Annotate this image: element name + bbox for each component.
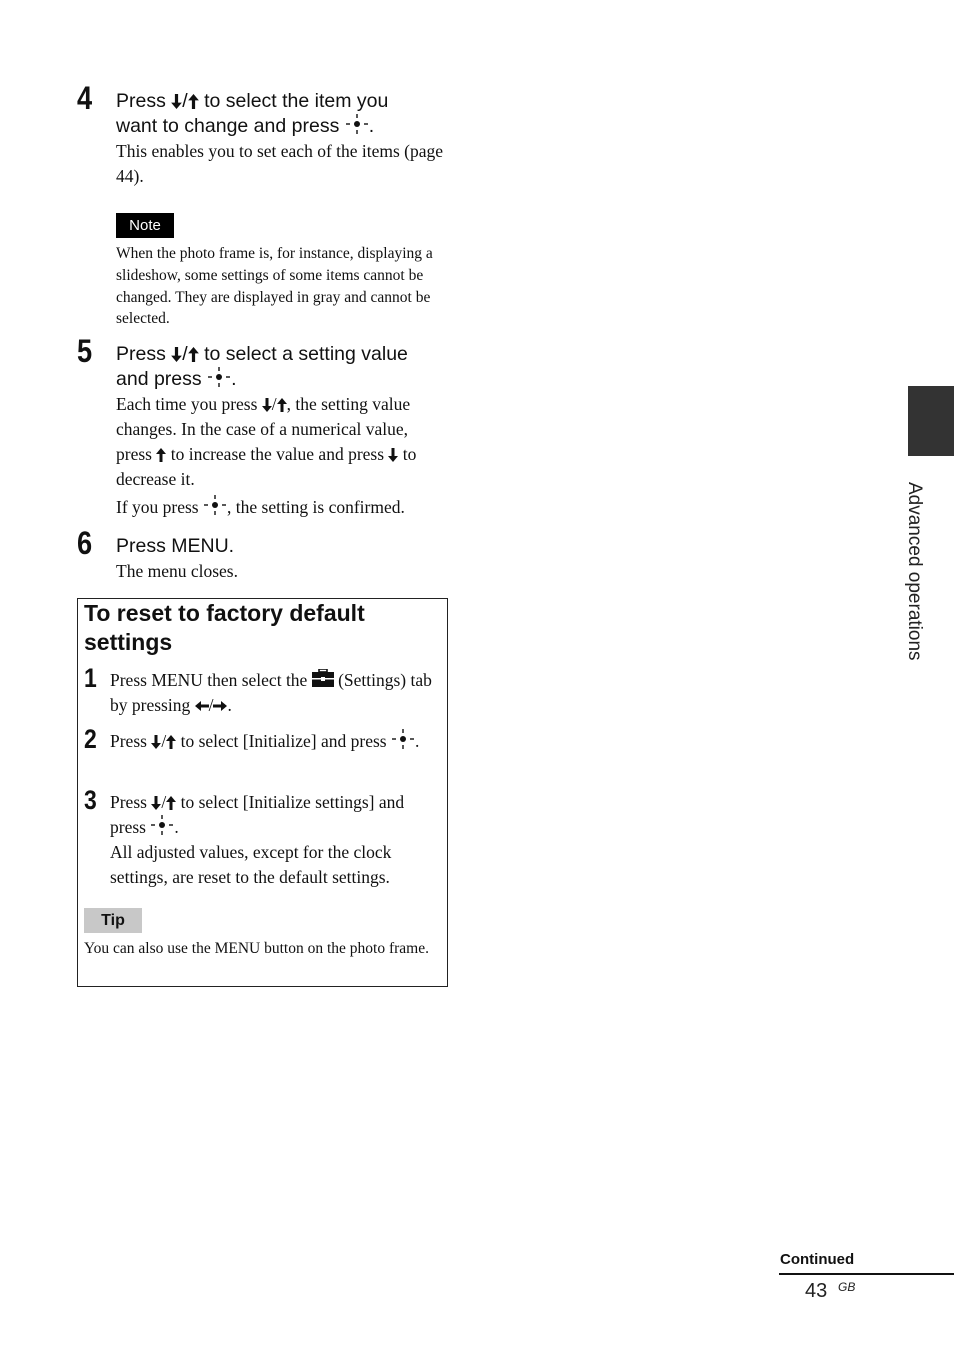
arrow-right-icon	[213, 701, 227, 711]
reset-step-2-text: Press / to select [Initialize] and press .	[110, 731, 420, 751]
arrow-up-icon	[277, 398, 287, 412]
side-tab-marker	[908, 386, 954, 456]
note-label: Note	[116, 213, 174, 238]
arrow-up-icon	[156, 448, 166, 462]
note-text: When the photo frame is, for instance, displaying a slideshow, some settings of some items cannot be changed. They are displayed in gray and cannot be selected.	[116, 245, 433, 328]
reset-step-2-number: 2	[84, 724, 97, 754]
reset-step-3-number: 3	[84, 785, 97, 815]
enter-button-icon	[207, 367, 231, 387]
page-suffix: GB	[838, 1280, 856, 1294]
tip-label: Tip	[84, 908, 142, 933]
arrow-down-icon	[171, 347, 182, 362]
enter-button-icon	[345, 114, 369, 134]
arrow-left-icon	[195, 701, 209, 711]
step-4-body: This enables you to set each of the items (page 44).	[116, 141, 444, 186]
step-6-heading: Press MENU.	[116, 535, 235, 557]
step-5	[116, 342, 446, 520]
step-6-number: 6	[77, 525, 93, 561]
arrow-up-icon	[188, 347, 199, 362]
arrow-up-icon	[166, 735, 176, 749]
reset-step-1-number: 1	[84, 663, 97, 693]
footer-rule	[779, 1273, 954, 1275]
enter-button-icon	[150, 815, 174, 835]
step-6	[116, 534, 446, 584]
enter-button-icon	[391, 729, 415, 749]
reset-title: To reset to factory default settings	[84, 600, 365, 655]
arrow-down-icon	[388, 448, 398, 462]
reset-section	[77, 598, 448, 987]
reset-step-3-body: All adjusted values, except for the clock settings, are reset to the default settings.	[110, 842, 392, 887]
reset-step-1-text: Press MENU then select the (Settings) tab by pressing / .	[110, 670, 432, 715]
enter-button-icon	[203, 495, 227, 515]
arrow-down-icon	[171, 94, 182, 109]
arrow-up-icon	[188, 94, 199, 109]
tip-text: You can also use the MENU button on the photo frame.	[84, 940, 429, 957]
reset-step-3-text: Press / to select [Initialize settings] and press . All adjusted values, except for the clock settings, are reset to the default settings.	[110, 792, 405, 887]
step-5-number: 5	[77, 333, 93, 369]
continued-label: Continued	[780, 1251, 855, 1268]
step-5-heading: Press / to select a setting value and press .	[116, 343, 408, 390]
arrow-down-icon	[151, 735, 161, 749]
step-4-heading: Press / to select the item you want to change and press .	[116, 90, 389, 137]
step-6-body: The menu closes.	[116, 561, 238, 581]
step-5-confirm: If you press , the setting is confirmed.	[116, 497, 405, 517]
arrow-down-icon	[262, 398, 272, 412]
arrow-up-icon	[166, 796, 176, 810]
arrow-down-icon	[151, 796, 161, 810]
side-section-label: Advanced operations	[904, 482, 925, 661]
page-number: 43	[805, 1280, 828, 1302]
step-4-number: 4	[77, 80, 93, 116]
step-5-body: Each time you press / , the setting value changes. In the case of a numerical value, press to increase the value and press to decrease it.	[116, 394, 417, 489]
toolbox-icon	[312, 669, 334, 687]
step-4	[116, 89, 446, 189]
